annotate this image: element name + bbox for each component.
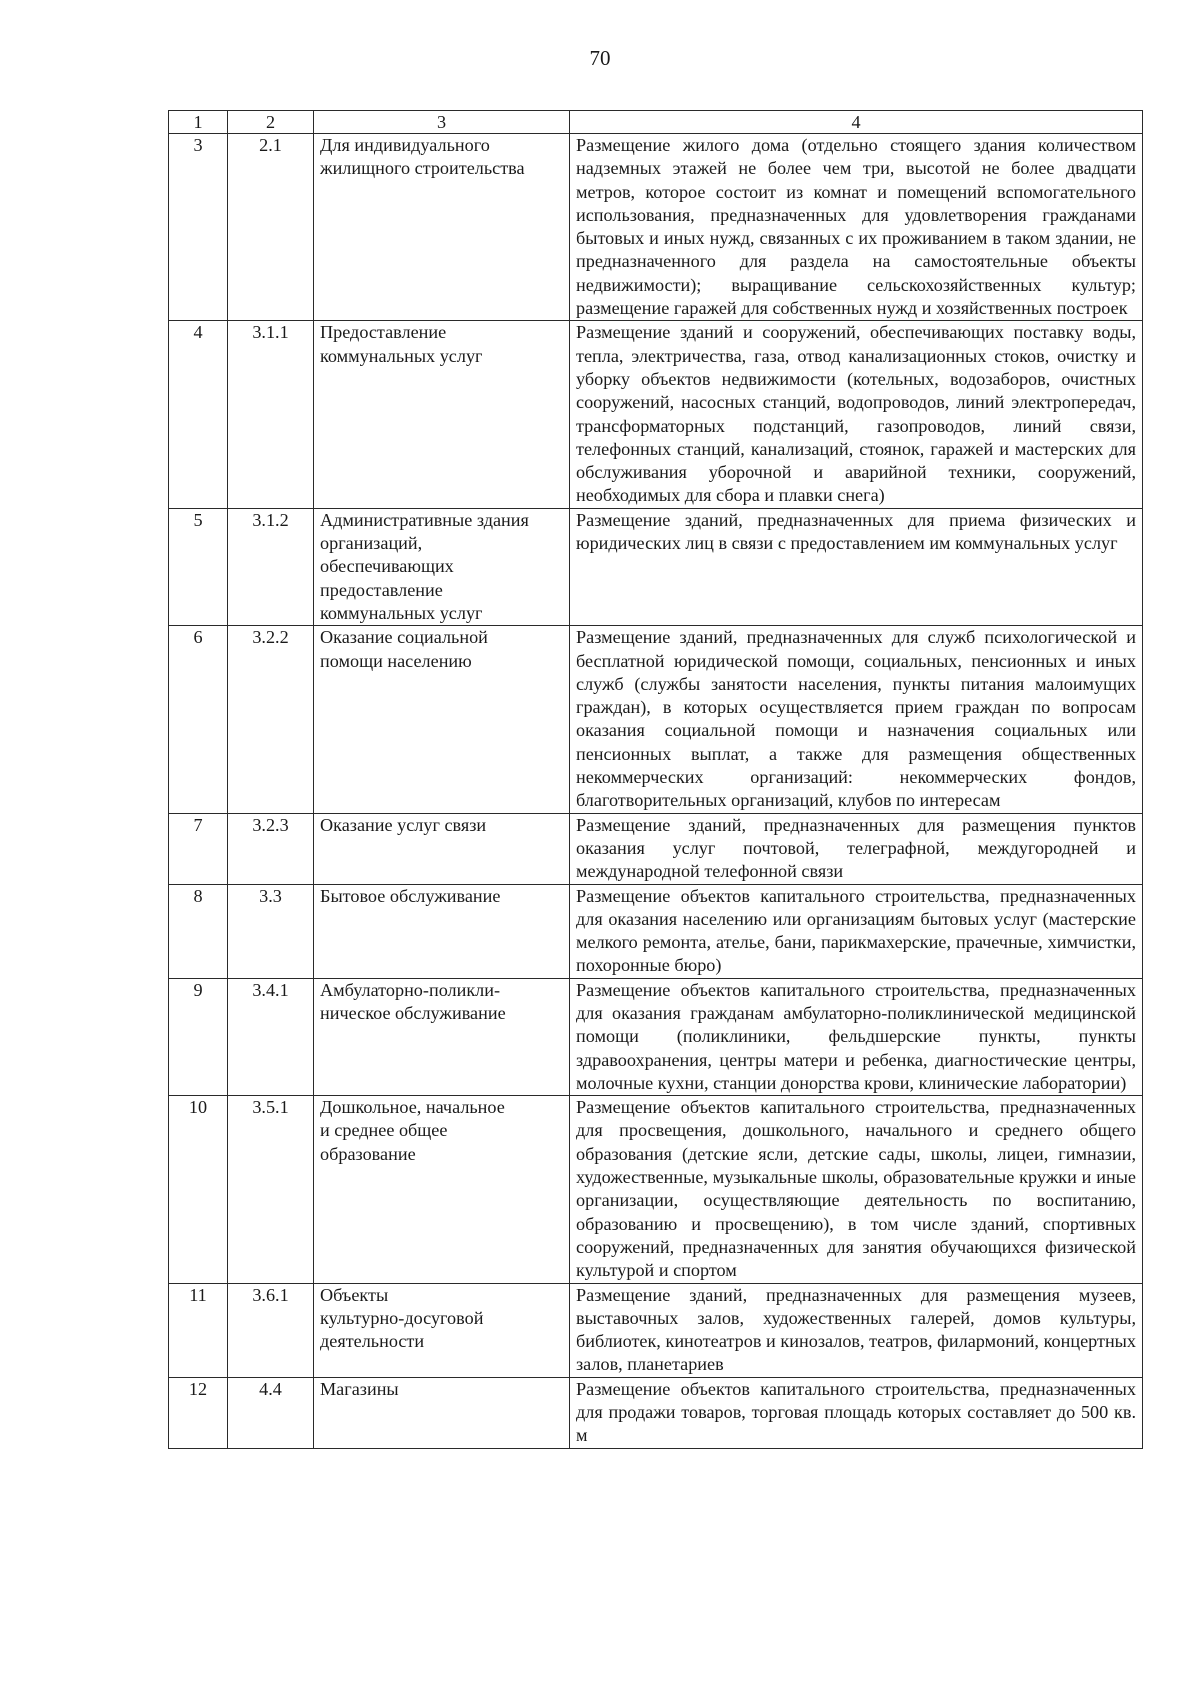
use-description: Размещение объектов капитального строительства, предназначенных для оказания гражданам амбулаторно-поликлинической медицинской помощи (поликлиники, фельдшерские пункты, пункты здравоохранения, центры матери и ребенка, диагностические центры, молочные кухни, станции донорства крови, клинические лаборатории): [570, 978, 1143, 1095]
row-number: 4: [169, 321, 228, 508]
row-number: 5: [169, 508, 228, 625]
use-code: 3.2.2: [228, 626, 314, 813]
use-name: Предоставление коммунальных услуг: [314, 321, 570, 508]
use-code: 3.3: [228, 884, 314, 978]
table-row: [169, 1283, 1143, 1377]
use-code: 3.5.1: [228, 1096, 314, 1283]
use-name: Оказание социальной помощи населению: [314, 626, 570, 813]
use-code: 3.2.3: [228, 813, 314, 884]
row-number: 8: [169, 884, 228, 978]
column-header: 2: [228, 111, 314, 134]
column-header: 3: [314, 111, 570, 134]
use-name: Дошкольное, начальное и среднее общее образование: [314, 1096, 570, 1283]
use-name: Объекты культурно-досуговой деятельности: [314, 1283, 570, 1377]
table-row: [169, 508, 1143, 625]
use-code: 3.4.1: [228, 978, 314, 1095]
use-description: Размещение объектов капитального строительства, предназначенных для оказания населению или организациям бытовых услуг (мастерские мелкого ремонта, ателье, бани, парикмахерские, прачечные, химчистки, похоронные бюро): [570, 884, 1143, 978]
row-number: 11: [169, 1283, 228, 1377]
use-description: Размещение зданий и сооружений, обеспечивающих поставку воды, тепла, электричества, газа, отвод канализационных стоков, очистку и уборку объектов недвижимости (котельных, водозаборов, очистных сооружений, насосных станций, водопроводов, линий электропередач, трансформаторных подстанций, газопроводов, линий связи, телефонных станций, канализаций, стоянок, гаражей и мастерских для обслуживания уборочной и аварийной техники, сооружений, необходимых для сбора и плавки снега): [570, 321, 1143, 508]
use-name: Бытовое обслуживание: [314, 884, 570, 978]
row-number: 3: [169, 134, 228, 321]
use-description: Размещение зданий, предназначенных для размещения музеев, выставочных залов, художественных галерей, домов культуры, библиотек, кинотеатров и кинозалов, театров, филармоний, концертных залов, планетариев: [570, 1283, 1143, 1377]
row-number: 10: [169, 1096, 228, 1283]
land-use-table: [168, 110, 1143, 1449]
use-description: Размещение зданий, предназначенных для размещения пунктов оказания услуг почтовой, телеграфной, междугородней и международной телефонной связи: [570, 813, 1143, 884]
use-name: Административные здания организаций, обеспечивающих предоставление коммунальных услуг: [314, 508, 570, 625]
use-description: Размещение объектов капитального строительства, предназначенных для продажи товаров, торговая площадь которых составляет до 500 кв. м: [570, 1377, 1143, 1448]
table-row: [169, 134, 1143, 321]
page-number: 70: [589, 46, 611, 70]
use-name: Амбулаторно-поликли- ническое обслуживание: [314, 978, 570, 1095]
row-number: 7: [169, 813, 228, 884]
use-description: Размещение зданий, предназначенных для служб психологической и бесплатной юридической помощи, социальных, пенсионных и иных служб (службы занятости населения, пункты питания малоимущих граждан), в которых осуществляется прием граждан по вопросам оказания социальной помощи и назначения социальных или пенсионных выплат, а также для размещения общественных некоммерческих организаций: некоммерческих фондов, благотворительных организаций, клубов по интересам: [570, 626, 1143, 813]
table-row: [169, 1096, 1143, 1283]
use-name: Оказание услуг связи: [314, 813, 570, 884]
use-description: Размещение жилого дома (отдельно стоящего здания количеством надземных этажей не более чем три, высотой не более двадцати метров, которое состоит из комнат и помещений вспомогательного использования, предназначенных для удовлетворения гражданами бытовых и иных нужд, связанных с их проживанием в таком здании, не предназначенного для раздела на самостоятельные объекты недвижимости); выращивание сельскохозяйственных культур; размещение гаражей для собственных нужд и хозяйственных построек: [570, 134, 1143, 321]
table-row: [169, 884, 1143, 978]
table-row: [169, 321, 1143, 508]
table-row: [169, 978, 1143, 1095]
use-code: 3.1.1: [228, 321, 314, 508]
column-header: 4: [570, 111, 1143, 134]
table-row: [169, 1377, 1143, 1448]
use-name: Магазины: [314, 1377, 570, 1448]
row-number: 6: [169, 626, 228, 813]
use-description: Размещение объектов капитального строительства, предназначенных для просвещения, дошкольного, начального и среднего общего образования (детские ясли, детские сады, школы, лицеи, гимназии, художественные, музыкальные школы, образовательные кружки и иные организации, осуществляющие деятельность по воспитанию, образованию и просвещению), в том числе зданий, спортивных сооружений, предназначенных для занятия обучающихся физической культурой и спортом: [570, 1096, 1143, 1283]
table-row: [169, 813, 1143, 884]
use-code: 4.4: [228, 1377, 314, 1448]
use-code: 3.1.2: [228, 508, 314, 625]
column-header: 1: [169, 111, 228, 134]
table-row: [169, 626, 1143, 813]
row-number: 12: [169, 1377, 228, 1448]
use-description: Размещение зданий, предназначенных для приема физических и юридических лиц в связи с предоставлением им коммунальных услуг: [570, 508, 1143, 625]
use-code: 3.6.1: [228, 1283, 314, 1377]
use-code: 2.1: [228, 134, 314, 321]
row-number: 9: [169, 978, 228, 1095]
use-name: Для индивидуального жилищного строительства: [314, 134, 570, 321]
table-header-row: [169, 111, 1143, 134]
